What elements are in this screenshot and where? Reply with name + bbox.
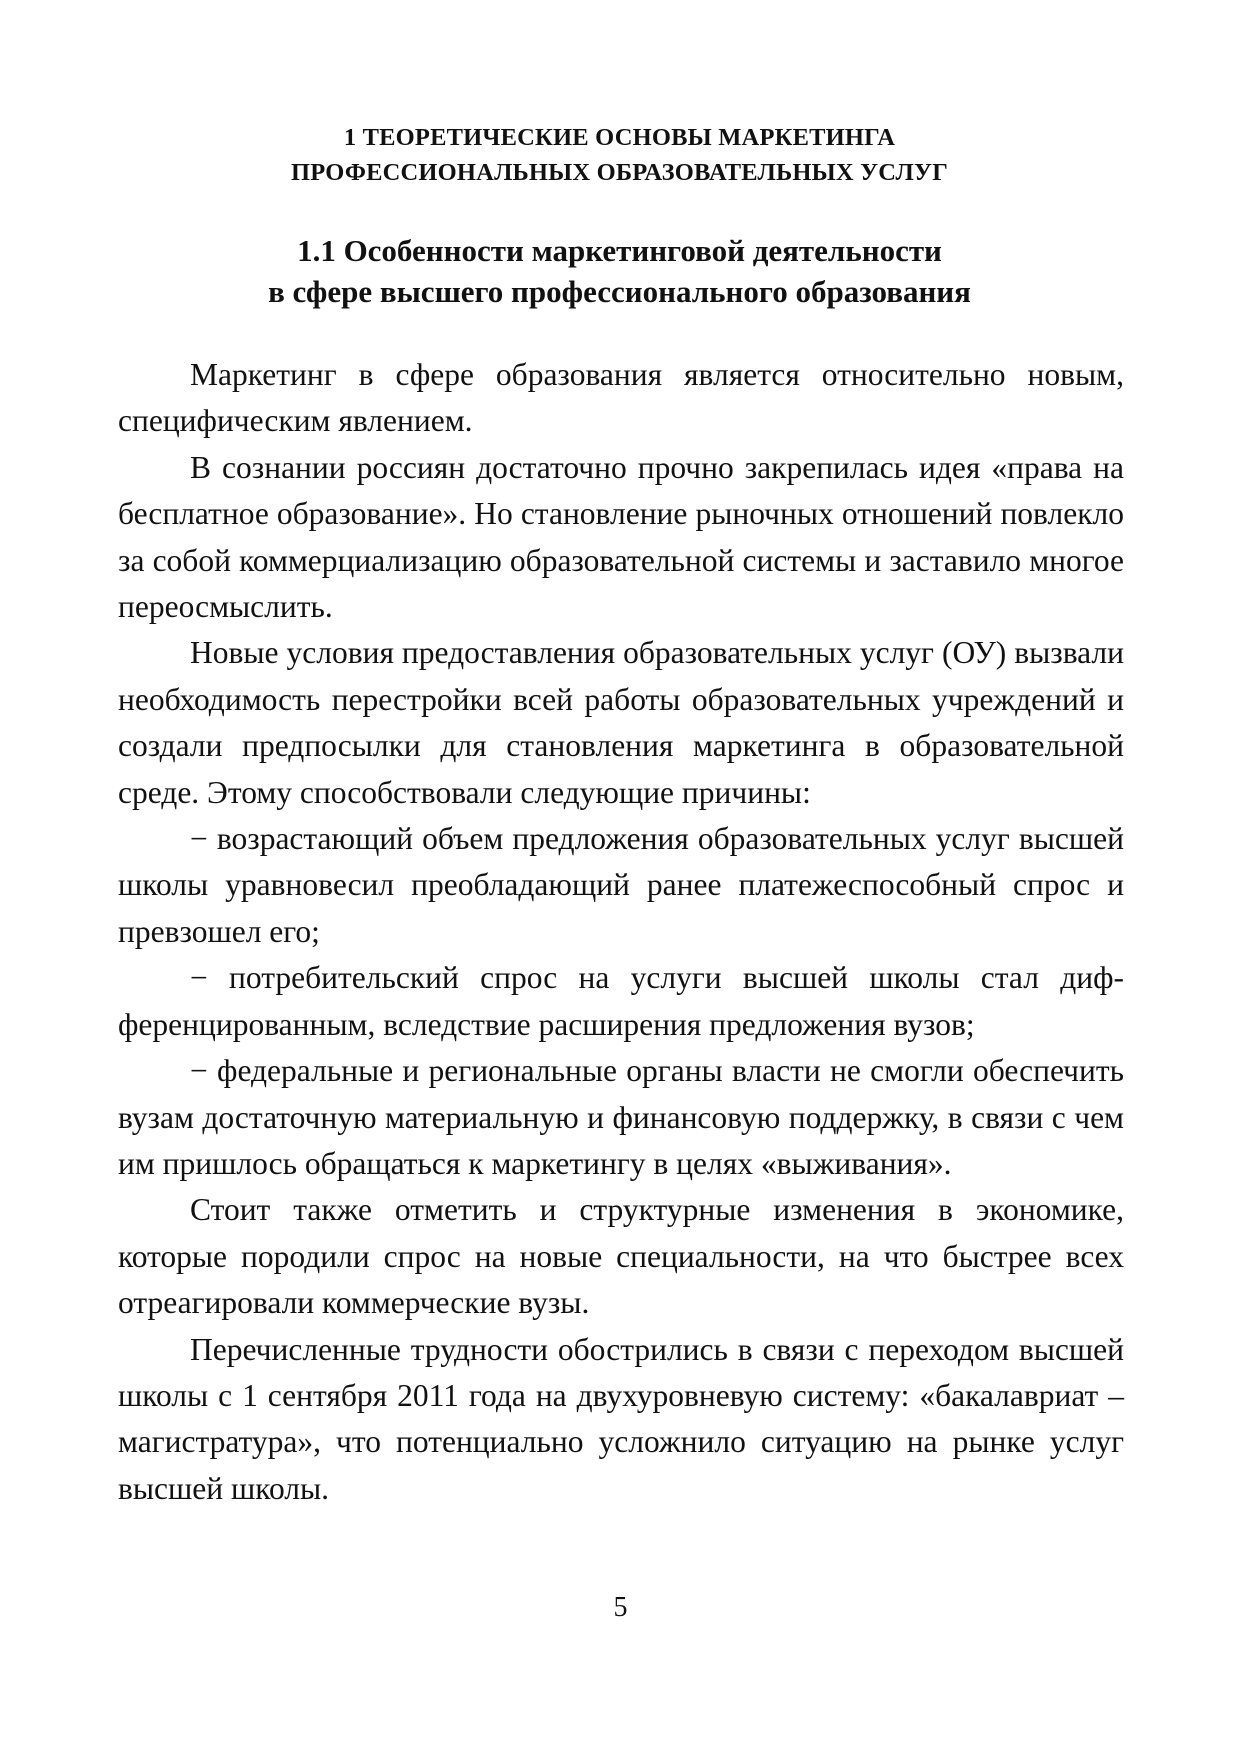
chapter-title bbox=[118, 120, 1121, 190]
chapter-title-line-2: ПРОФЕССИОНАЛЬНЫХ ОБРАЗОВАТЕЛЬНЫХ УСЛУГ bbox=[291, 159, 948, 186]
page-number: 5 bbox=[613, 1592, 628, 1623]
list-item-supply: − возрастающий объем предложения образовательных услуг высшей школы уравновесил преобладающий ранее платежеспособный спрос и превзошел его; bbox=[118, 821, 1124, 949]
section-title-line-1: 1.1 Особенности маркетинговой деятельности bbox=[297, 233, 942, 268]
section-title bbox=[118, 230, 1121, 312]
paragraph-two-level-system: Перечисленные трудности обострились в связи с переходом высшей школы с 1 сентября 2011 года на двухуровневую систему: «бакалавриат – магистратура», что потенциально усложнило ситуацию на рынке услуг высшей школы. bbox=[118, 1331, 1124, 1506]
paragraph-intro: Маркетинг в сфере образования является относительно новым, специфическим явлением. bbox=[118, 357, 1124, 439]
body-text bbox=[118, 352, 1124, 1512]
chapter-title-line-1: 1 ТЕОРЕТИЧЕСКИЕ ОСНОВЫ МАРКЕТИНГА bbox=[343, 124, 896, 151]
list-item-authorities: − федеральные и региональные органы власти не смогли обеспечить вузам достаточную материальную и финансовую поддержку, в связи с чем им пришлось обращаться к маркетингу в целях «выживания». bbox=[118, 1053, 1124, 1181]
section-title-line-2: в сфере высшего профессионального образования bbox=[268, 274, 971, 309]
paragraph-free-education: В сознании россиян достаточно прочно закрепилась идея «права на бесплатное образование». Но становление рыночных отношений повлекло за собой коммерциализацию образовательной системы и заставило многое переосмыслить. bbox=[118, 449, 1124, 625]
list-item-demand: − потребительский спрос на услуги высшей школы стал дифференцированным, вследствие расширения предложения вузов; bbox=[118, 960, 1124, 1042]
paragraph-new-conditions: Новые условия предоставления образовательных услуг (ОУ) вызвали необходимость перестройки всей работы образовательных учреждений и создали предпосылки для становления маркетинга в образовательной среде. Этому способствовали следующие причины: bbox=[118, 635, 1124, 810]
paragraph-structural-changes: Стоит также отметить и структурные изменения в экономике, которые породили спрос на новые специальности, на что быстрее всех отреагировали коммерческие вузы. bbox=[118, 1192, 1124, 1321]
